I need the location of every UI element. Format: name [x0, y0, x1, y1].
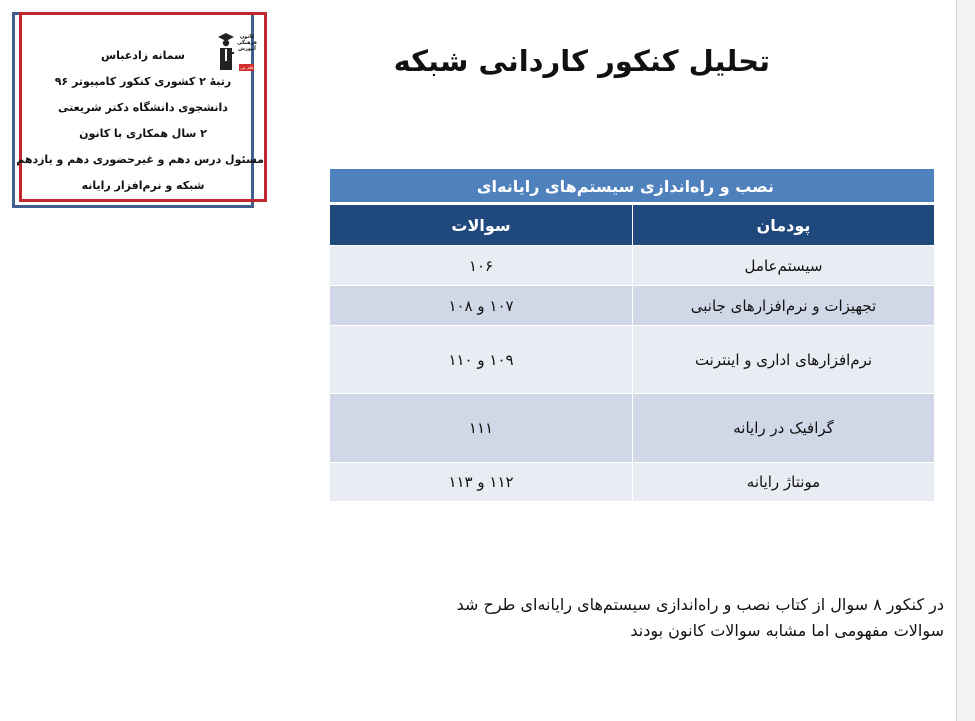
card-line-rank: رتبهٔ ۲ کشوری کنکور کامپیوتر ۹۶: [54, 75, 232, 88]
slide-side-strip: [956, 0, 975, 721]
table-row: [330, 326, 934, 394]
cell-module: سیستم‌عامل: [632, 246, 934, 285]
logo-text-line: کانون: [239, 34, 255, 40]
cell-questions: ۱۱۱: [468, 419, 494, 437]
cell-module: نرم‌افزارهای اداری و اینترنت: [632, 326, 934, 393]
card-line-field: شبکه و نرم‌افزار رایانه: [81, 179, 205, 192]
card-line-name: سمانه زادعباس: [100, 49, 185, 62]
cell-questions: ۱۰۷ و ۱۰۸: [448, 296, 514, 315]
modules-table: [330, 169, 934, 502]
table-row: [330, 246, 934, 286]
graduate-figure-icon: [217, 32, 235, 72]
table-caption: نصب و راه‌اندازی سیستم‌های رایانه‌ای: [330, 169, 934, 205]
card-line-experience: ۲ سال همکاری با کانون: [79, 127, 207, 140]
logo-text-line: فرهنگی: [237, 40, 257, 46]
page-title: تحلیل کنکور کاردانی شبکه: [393, 44, 770, 78]
card-line-responsibility: مسئول درس دهم و غیرحضوری دهم و یازدهم: [16, 153, 264, 166]
cell-module: مونتاژ رایانه: [632, 463, 934, 501]
cell-questions: ۱۰۹ و ۱۱۰: [448, 350, 514, 369]
summary-note: [456, 592, 944, 644]
table-row: [330, 463, 934, 502]
card-line-university: دانشجوی دانشگاه دکتر شریعتی: [58, 101, 228, 114]
cell-questions: ۱۱۲ و ۱۱۳: [448, 473, 514, 491]
logo-text: [236, 34, 258, 52]
cell-module: گرافیک در رایانه: [632, 394, 934, 462]
logo-text-line: آموزش: [238, 46, 256, 52]
cell-module: تجهیزات و نرم‌افزارهای جانبی: [632, 286, 934, 325]
logo-badge: قلم چی: [240, 65, 253, 70]
table-row: [330, 286, 934, 326]
column-header-questions: سوالات: [451, 215, 511, 235]
note-line-1: در کنکور ۸ سوال از کتاب نصب و راه‌اندازی سیستم‌های رایانه‌ای طرح شد: [456, 595, 944, 614]
kanoon-logo: [217, 30, 257, 74]
column-header-module: پودمان: [632, 205, 934, 245]
table-header-row: [330, 205, 934, 246]
note-line-2: سوالات مفهومی اما مشابه سوالات کانون بودند: [630, 621, 944, 640]
table-row: [330, 394, 934, 463]
cell-questions: ۱۰۶: [468, 256, 494, 275]
